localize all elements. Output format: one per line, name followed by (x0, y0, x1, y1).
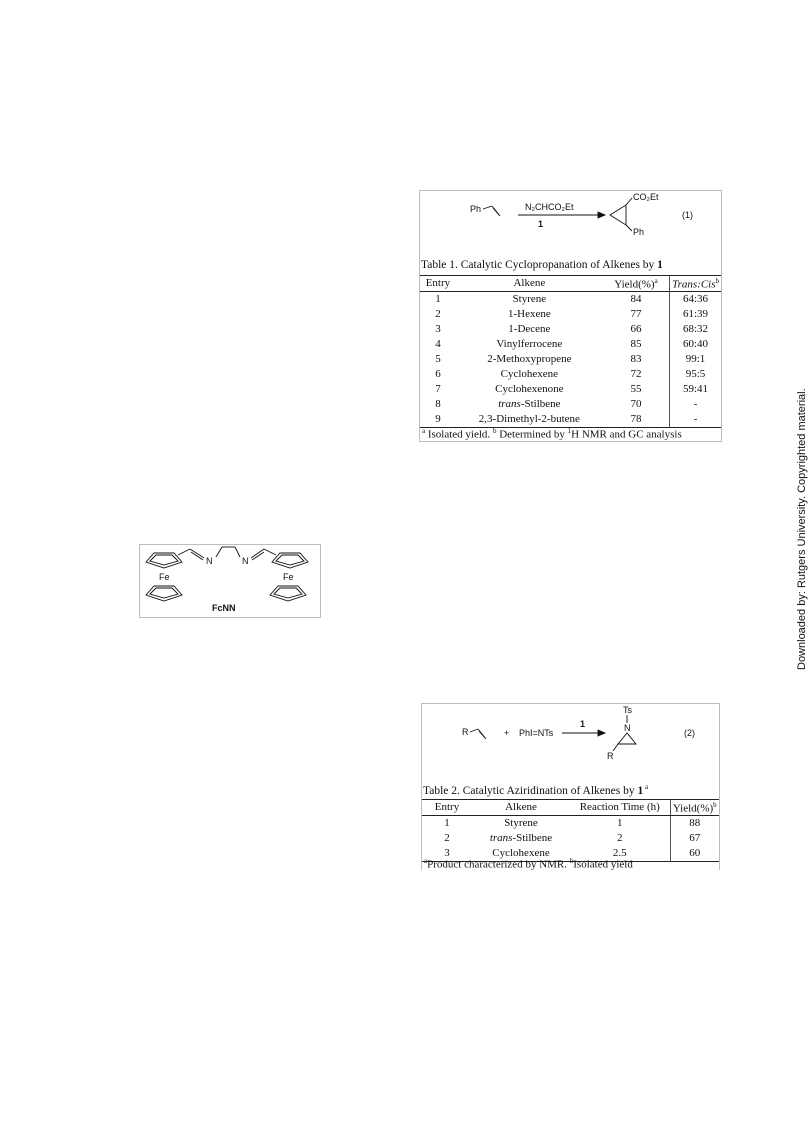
table1-cell-alkene: Vinylferrocene (496, 337, 563, 350)
table2-cell-time: 2.5 (570, 846, 670, 862)
table1-cell-alkene: trans-Stilbene (498, 397, 561, 410)
scheme2-reactant: R (462, 727, 469, 737)
table-row (420, 291, 721, 307)
scheme2-aziridination (422, 704, 719, 782)
table1-caption-catalyst: 1 (657, 259, 663, 271)
table1-cell-entry: 6 (435, 367, 441, 380)
table2-cell-time: 2 (617, 831, 623, 844)
table2-cell-alkene: trans-Stilbene (489, 831, 553, 844)
table-row (420, 382, 721, 397)
table-row (420, 322, 721, 337)
table1-cell-entry: 4 (435, 337, 441, 350)
table1-caption-text: Table 1. Catalytic Cyclopropanation of Alkenes by (421, 259, 658, 271)
table-row (420, 352, 721, 367)
table1-cell-ratio: 59:41 (670, 382, 721, 397)
table1-header-row (420, 276, 721, 292)
table2 (422, 799, 719, 862)
table2-caption-text: Table 2. Catalytic Aziridination of Alkenes by (423, 784, 638, 797)
table2-footnote: $^a$Product characterized by NMR. $^b$Isolated yield (424, 857, 633, 871)
table-row (420, 397, 721, 412)
table1-caption (421, 259, 663, 271)
table2-cell-yield: 67 (670, 831, 719, 846)
table2-caption-catalyst: 1 (637, 784, 644, 797)
table1-cell-alkene: Cyclohexene (500, 367, 559, 380)
table1-cell-alkene: 2,3-Dimethyl-2-butene (456, 412, 603, 428)
fcnn-structure (139, 544, 321, 618)
table1-cell-yield: 84 (630, 292, 642, 305)
table1-header-yield: Yield(%)$^a$ (603, 276, 670, 292)
table1-cell-yield: 72 (630, 367, 642, 380)
table1-cell-ratio: - (670, 412, 721, 428)
scheme2-plus: + (504, 728, 510, 738)
table2-cell-alkene: Cyclohexene (472, 846, 570, 862)
figure-table2 (421, 703, 720, 870)
table2-header-entry: Entry (422, 800, 472, 816)
table1-cell-entry: 7 (435, 382, 441, 395)
table2-caption: Table 2. Catalytic Aziridination of Alkenes by 1 $^a$ (423, 783, 649, 797)
table1-cell-alkene: Styrene (512, 292, 547, 305)
table1-cell-yield: 55 (630, 382, 642, 395)
scheme2-catalyst: 1 (580, 719, 586, 729)
table1-cell-entry: 2 (435, 307, 441, 320)
table1-cell-entry: 1 (435, 292, 441, 305)
table1-cell-ratio: - (670, 397, 721, 412)
fcnn-nitrogen-right: N (242, 556, 249, 566)
table1-header-alkene: Alkene (456, 276, 603, 292)
fcnn-nitrogen-left: N (206, 556, 213, 566)
table-row (422, 815, 719, 831)
table1-cell-entry: 5 (435, 352, 441, 365)
table2-cell-yield: 88 (670, 815, 719, 831)
table1-cell-alkene: 1-Decene (508, 322, 551, 335)
scheme2-product-n: N (624, 723, 631, 733)
table1-cell-alkene: Cyclohexenone (495, 382, 564, 395)
table1-cell-ratio: 61:39 (670, 307, 721, 322)
table2-header-row (422, 800, 719, 816)
fcnn-diagram (140, 545, 320, 617)
scheme1-reactant: Ph (470, 204, 482, 214)
table1-cell-ratio: 99:1 (670, 352, 721, 367)
scheme1-equation-number: (1) (682, 210, 693, 220)
scheme2-product-ts: Ts (623, 705, 632, 715)
table1-header-ratio: Trans:Cis$^b$ (670, 276, 721, 292)
table1-cell-alkene: 1-Hexene (507, 307, 551, 320)
table2-cell-entry: 3 (422, 846, 472, 862)
copyright-notice: Downloaded by: Rutgers University. Copyrighted material. (796, 388, 808, 670)
table1-cell-ratio: 95:5 (670, 367, 721, 382)
scheme1-product-bottom: Ph (633, 227, 645, 237)
table1-cell-alkene: 2-Methoxypropene (487, 352, 572, 365)
table1-cell-ratio: 60:40 (670, 337, 721, 352)
scheme1-product-top: CO₂Et (633, 192, 659, 202)
table2-cell-entry: 2 (444, 831, 450, 844)
table1-cell-yield: 78 (603, 412, 670, 428)
table1-cell-yield: 70 (630, 397, 642, 410)
scheme2-equation-number: (2) (684, 728, 695, 738)
table2-header-alkene: Alkene (472, 800, 570, 816)
table2-cell-time: 1 (617, 816, 623, 829)
table1-cell-ratio: 68:32 (670, 322, 721, 337)
table1-footnote: $^a$ Isolated yield. $^b$ Determined by $^1$H NMR and GC analysis (422, 427, 682, 441)
fcnn-iron-right: Fe (283, 572, 294, 582)
table-row (422, 831, 719, 846)
table1-cell-yield: 77 (630, 307, 642, 320)
scheme1-reagent: N₂CHCO₂Et (525, 202, 574, 212)
scheme1-catalyst: 1 (538, 219, 544, 229)
fcnn-iron-left: Fe (159, 572, 170, 582)
table1-cell-yield: 85 (630, 337, 642, 350)
table-row (420, 367, 721, 382)
table2-cell-alkene: Styrene (504, 816, 538, 829)
table2-header-time: Reaction Time (h) (570, 800, 670, 816)
figure-table1 (419, 190, 722, 442)
table1-cell-yield: 66 (630, 322, 642, 335)
table1-cell-ratio: 64:36 (670, 291, 721, 307)
table1 (420, 275, 721, 428)
table1-cell-entry: 8 (435, 397, 441, 410)
table-row (420, 337, 721, 352)
table1-header-entry: Entry (420, 276, 456, 292)
fcnn-label: FcNN (212, 603, 236, 613)
table2-cell-yield: 60 (670, 846, 719, 862)
table1-cell-entry: 3 (435, 322, 441, 335)
table1-cell-yield: 83 (630, 352, 642, 365)
table1-cell-entry: 9 (420, 412, 456, 428)
scheme1-cyclopropanation (420, 191, 721, 251)
table2-cell-entry: 1 (444, 816, 450, 829)
table2-header-yield: Yield(%)$^b$ (670, 800, 719, 816)
scheme2-product-r: R (607, 751, 614, 761)
scheme2-reagent: PhI=NTs (519, 728, 554, 738)
table-row (420, 307, 721, 322)
table-row (420, 412, 721, 428)
